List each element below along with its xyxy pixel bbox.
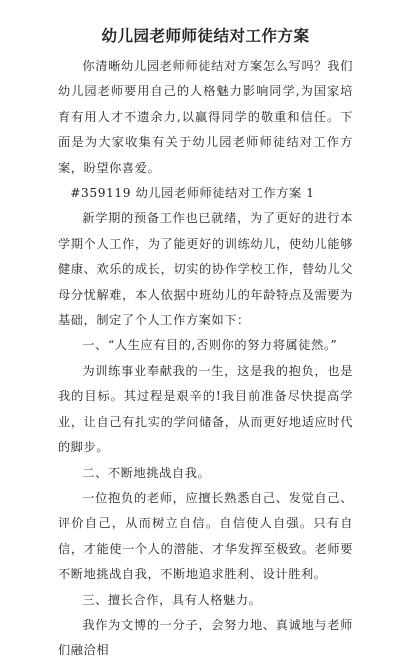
section-heading-1: 一、“人生应有目的,否则你的努力将属徒然。” (82, 338, 338, 353)
body-paragraph: 一位抱负的老师，应擅长熟悉自己、发觉自己、评价自己，从而树立自信。自信使人自强。只有自信，才能使一个人的潜能、才华发挥至极致。老师要不断地挑战自我，不断地追求胜利、设计胜利。 (58, 490, 353, 582)
body-paragraph: 新学期的预备工作也已就绪，为了更好的进行本学期个人工作，为了能更好的训练幼儿，使幼儿能够健康、欢乐的成长，切实的协作学校工作，替幼儿父母分忧解难，本人依据中班幼儿的年龄特点及需要为基础，制定了个人工作方案如下： (58, 211, 353, 328)
section-heading-3: 三、擅长合作，具有人格魅力。 (82, 592, 262, 607)
section-heading-id: #359119 幼儿园老师师徒结对工作方案 1 (70, 186, 315, 201)
body-paragraph: 为训练事业奉献我的一生，这是我的抱负，也是我的目标。其过程是艰辛的!我目前准备尽快提高学业，让自己有扎实的学问储备，从而更好地适应时代的脚步。 (58, 363, 353, 455)
section-heading-2: 二、不断地挑战自我。 (82, 465, 211, 480)
document-title: 幼儿园老师师徒结对工作方案 (101, 27, 310, 45)
body-paragraph: 我作为文博的一分子，会努力地、真诚地与老师们融洽相 (58, 617, 353, 658)
intro-paragraph: 你清晰幼儿园老师师徒结对方案怎么写吗？我们幼儿园老师要用自己的人格魅力影响同学,为国家培育有用人才不遗余力,以赢得同学的敬重和信任。下面是为大家收集有关于幼儿园老师师徒结对工作方案，盼望你喜爱。 (58, 59, 353, 175)
